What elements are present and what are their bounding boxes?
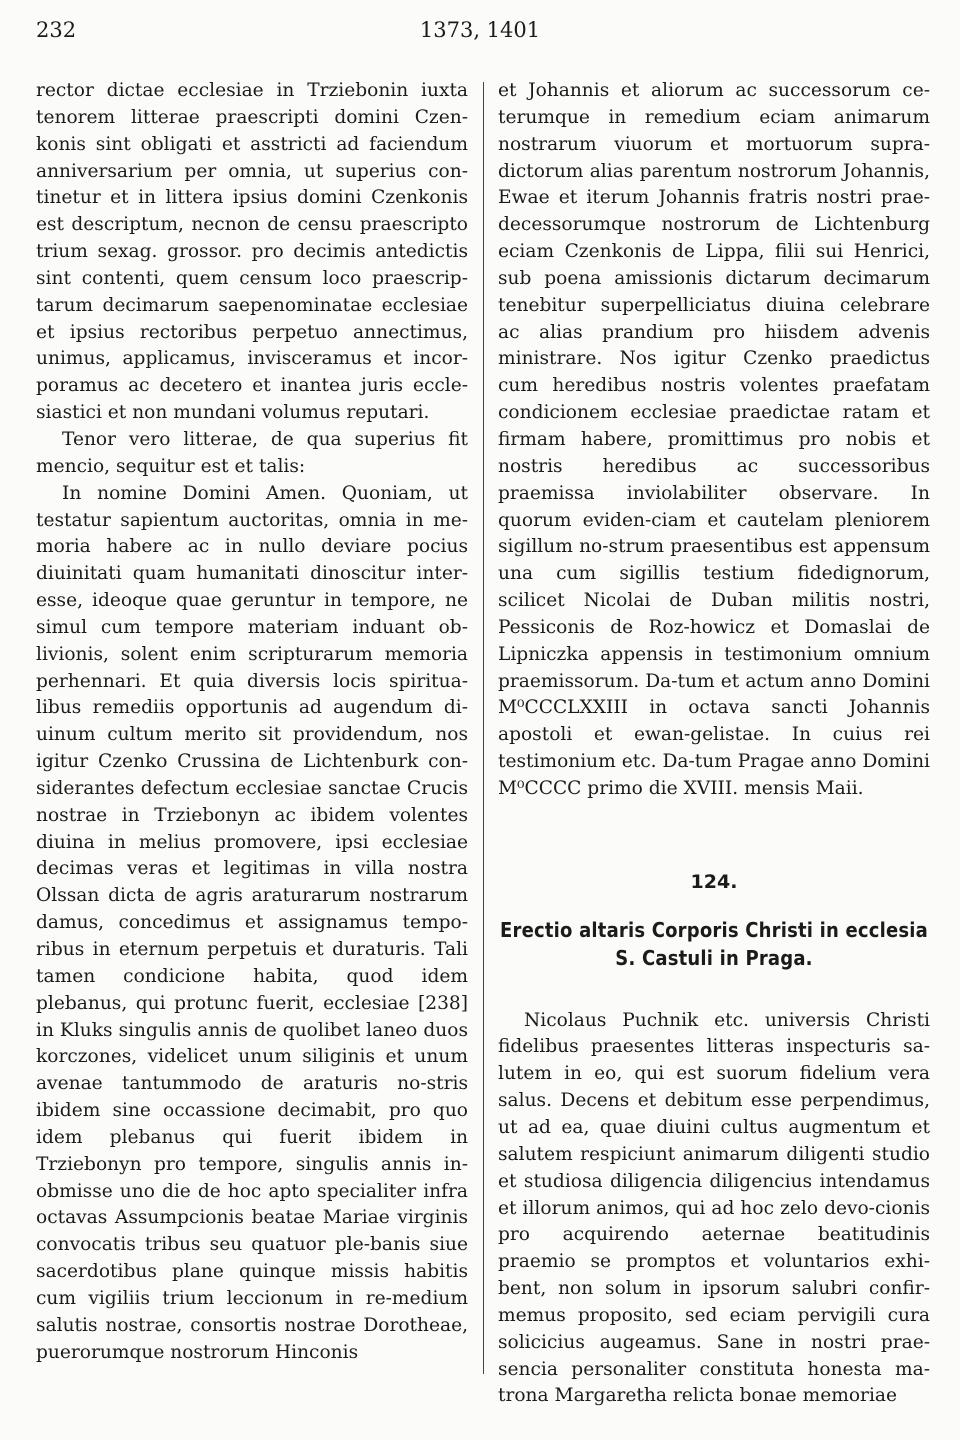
document-title-line-1: Erectio altaris Corporis Christi in ecclesia xyxy=(500,917,928,942)
document-title xyxy=(498,916,930,972)
document-number: 124. xyxy=(690,870,738,893)
right-column xyxy=(498,78,930,1410)
year-range: 1373, 1401 xyxy=(419,18,541,42)
left-paragraph-2: Tenor vero litterae, de qua superius fit mencio, sequitur est et talis: xyxy=(36,428,468,477)
document-title-line-2: S. Castuli in Praga. xyxy=(615,945,813,970)
left-paragraph-3: In nomine Domini Amen. Quoniam, ut testatur sapientum auctoritas, omnia in me-moria habere ac in nullo deviare pocius diuinitati quam humanitati dinoscitur inter-esse, ideoque quae geruntur in tempore, ne simul cum tempore materiam induant ob-livionis, solent enim scripturarum memoria perhennari. Et quia diversis locis spiritua-libus remediis opportunis ad augendum di-uinum cultum merito sit providendum, nos igitur Czenko Crussina de Lichtenburk con-siderantes defectum ecclesiae sanctae Crucis nostrae in Trziebonyn ac ibidem volentes diuina in melius promovere, ipsi ecclesiae decimas veras et legitimas in villa nostra Olssan dicta de agris araturarum nostrarum damus, concedimus et assignamus tempo-ribus in eternum perpetuis et duraturis. Tali tamen condicione habita, quod idem plebanus, qui protunc fuerit, ecclesiae [238] in Kluks singulis annis de quolibet laneo duos korczones, videlicet unum siliginis et unum avenae tantummodo de araturis no-stris ibidem sine occassione decimabit, pro quo idem plebanus qui fuerit ibidem in Trziebonyn pro tempore, singulis annis in-obmisse uno die de hoc apto specialiter infra octavas Assumpcionis beatae Mariae virginis convocatis tribus seu quatuor ple-banis siue sacerdotibus plane quinque missis habitis cum vigiliis trium leccionum in re-medium salutis nostrae, consortis nostrae Dorotheae, puerorumque nostrorum Hinconis xyxy=(36,482,468,1363)
column-divider xyxy=(483,82,484,1374)
left-paragraph-1: rector dictae ecclesiae in Trziebonin iuxta tenorem litterae praescripti domini Czen-konis sint obligati et asstricti ad faciendum anniversarium per omnia, ut superius con-tinetur et in littera ipsius domini Czenkonis est descriptum, necnon de censu praescripto trium sexag. grossor. pro decimis antedictis sint contenti, quem censum loco praescrip-tarum decimarum saepenominatae ecclesiae et ipsius rectoribus perpetuo annectimus, unimus, applicamus, invisceramus et incor-poramus ac decetero et inantea juris eccle-siastici et non mundani volumus reputari. xyxy=(36,80,468,424)
page-header xyxy=(36,18,924,58)
right-paragraph-1: et Johannis et aliorum ac successorum ce-terumque in remedium eciam animarum nostrarum viuorum et mortuorum supra-dictorum alias parentum nostrorum Johannis, Ewae et iterum Johannis fratris nostri prae-decessorumque nostrorum de Lichtenburg eciam Czenkonis de Lippa, filii sui Henrici, sub poena amissionis dictarum decimarum tenebitur superpelliciatus diuina celebrare ac alias prandium pro hiisdem advenis ministrare. Nos igitur Czenko praedictus cum heredibus nostris volentes praefatam condicionem ecclesiae praedictae ratam et firmam habere, promittimus pro nobis et nostris heredibus ac successoribus praemissa inviolabiliter observare. In quorum eviden-ciam et cautelam pleniorem sigillum no-strum praesentibus est appensum una cum sigillis testium fidedignorum, scilicet Nicolai de Duban militis nostri, Pessiconis de Roz-howicz et Domaslai de Lipniczka appensis in testimonium omnium praemissorum. Da-tum et actum anno Domini M⁰CCCLXXIII in octava sancti Johannis apostoli et ewan-gelistae. In cuius rei testimonium etc. Da-tum Pragae anno Domini M⁰CCCC primo die XVIII. mensis Maii. xyxy=(498,80,930,799)
left-column xyxy=(36,78,468,1367)
page-number: 232 xyxy=(36,18,77,42)
right-paragraph-2: Nicolaus Puchnik etc. universis Christi fidelibus praesentes litteras inspecturis sa-lutem in eo, qui est suorum fidelium vera salus. Decens et debitum esse perpendimus, ut ad ea, quae diuini cultus augmentum et salutem respiciunt animarum diligenti studio et studiosa diligencia diligencius intendamus et illorum animos, qui ad hoc zelo devo-cionis pro acquirendo aeternae beatitudinis praemio se promptos et voluntarios exhi-bent, non solum in ipsorum salubri confir-memus proposito, sed eciam pervigili cura solicicius augeamus. Sane in nostri prae-sencia personaliter constituta honesta ma-trona Margaretha relicta bonae memoriae xyxy=(498,1009,930,1407)
